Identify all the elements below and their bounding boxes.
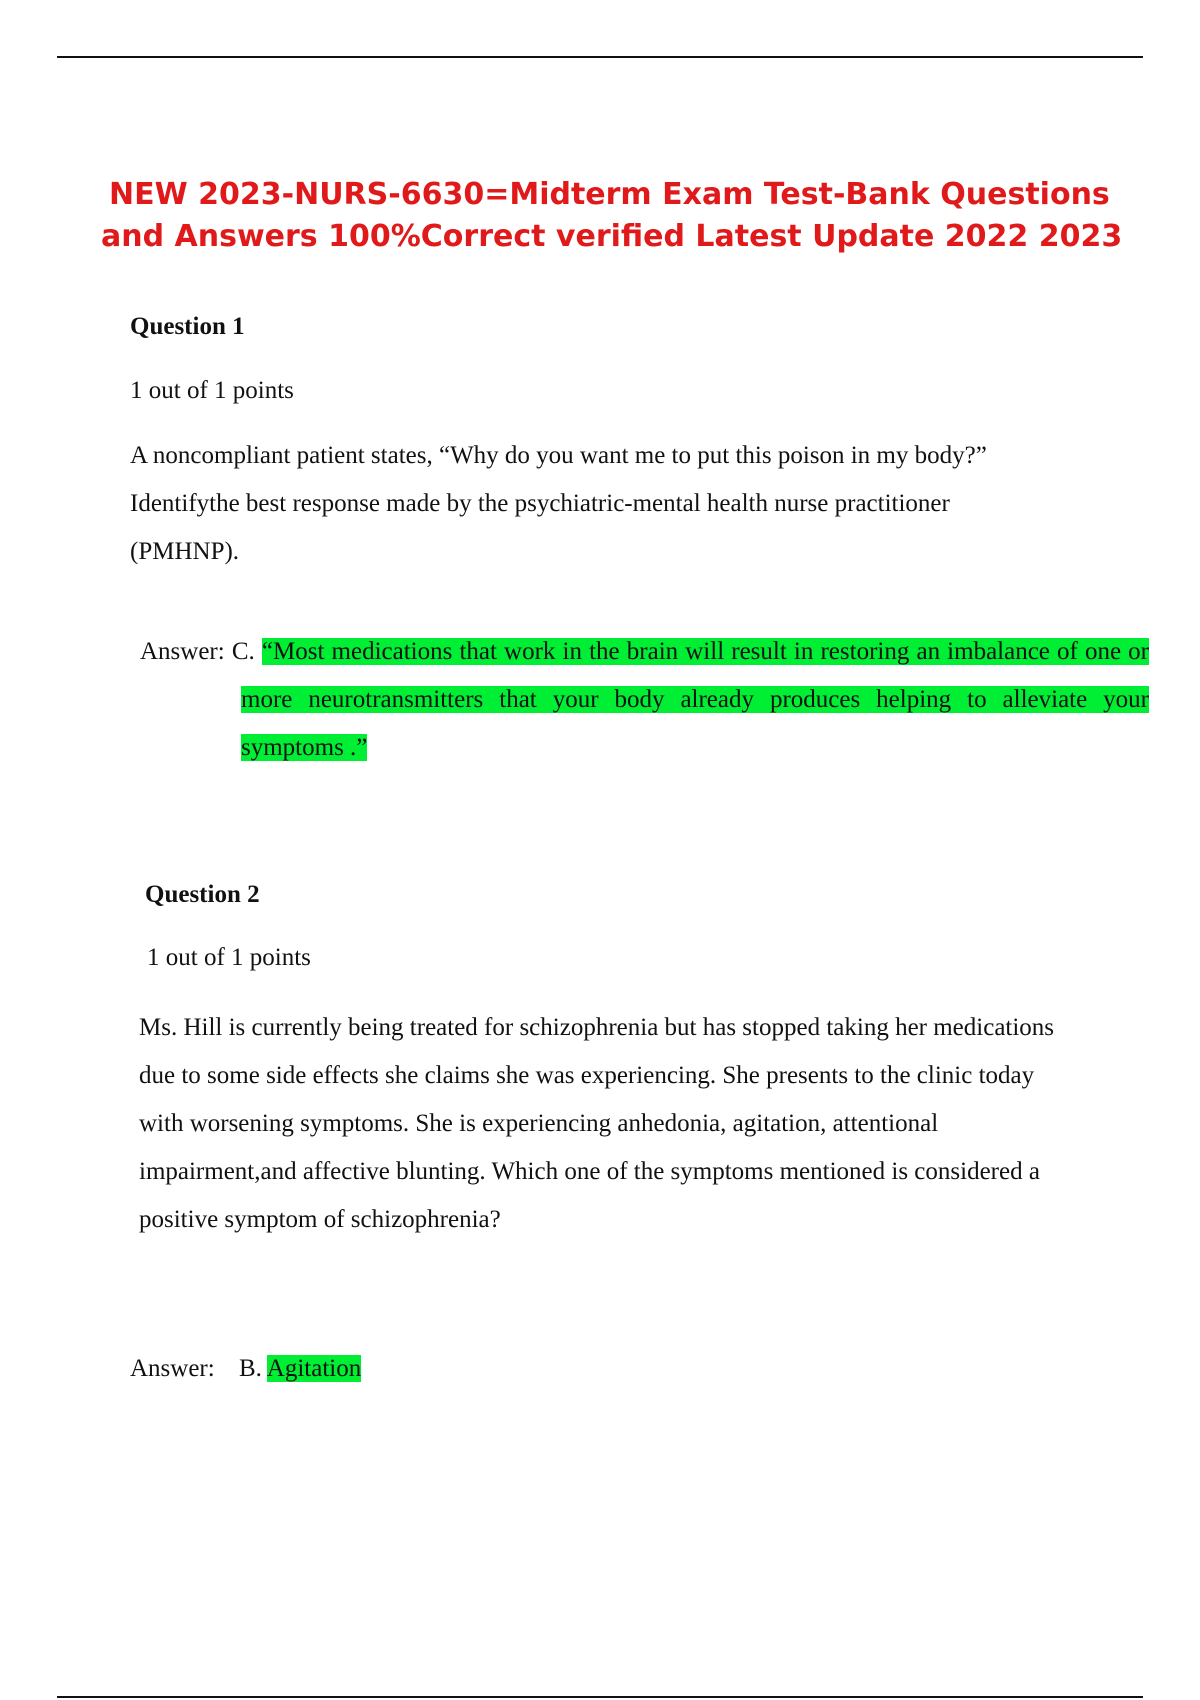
footer-rule bbox=[57, 1696, 1143, 1698]
header-rule bbox=[57, 56, 1143, 58]
question-points: 1 out of 1 points bbox=[130, 377, 294, 404]
answer-text-highlighted: Agitation bbox=[266, 1355, 362, 1382]
answer-choice: C. bbox=[231, 638, 255, 665]
question-heading: Question 2 bbox=[145, 881, 260, 908]
answer-label: Answer: bbox=[140, 638, 225, 665]
answer-block bbox=[130, 1345, 730, 1393]
answer-block bbox=[140, 628, 1149, 772]
question-text: A noncompliant patient states, “Why do you want me to put this poison in my body?” Identifythe best response made by the psychiatric-mental health nurse practitioner (PMHNP). bbox=[130, 442, 987, 565]
question-text: Ms. Hill is currently being treated for schizophrenia but has stopped taking her medications due to some side effects she claims she was experiencing. She presents to the clinic today with worsening symptoms. She is experiencing anhedonia, agitation, attentional impairment,and affective blunting. Which one of the symptoms mentioned is considered a positive symptom of schizophrenia? bbox=[139, 1014, 1055, 1233]
answer-label: Answer: bbox=[130, 1355, 215, 1382]
document-title: NEW 2023-NURS-6630=Midterm Exam Test-Bank Questions and Answers 100%Correct verified Latest Update 2022 2023 bbox=[101, 177, 1123, 254]
question-heading: Question 1 bbox=[130, 313, 245, 340]
answer-choice: B. bbox=[238, 1355, 262, 1382]
question-points: 1 out of 1 points bbox=[147, 944, 311, 971]
answer-text-highlighted: “Most medications that work in the brain will result in restoring an imbalance of one or more neurotransmitters that your body already produces helping to alleviate your symptoms .” bbox=[241, 638, 1150, 761]
